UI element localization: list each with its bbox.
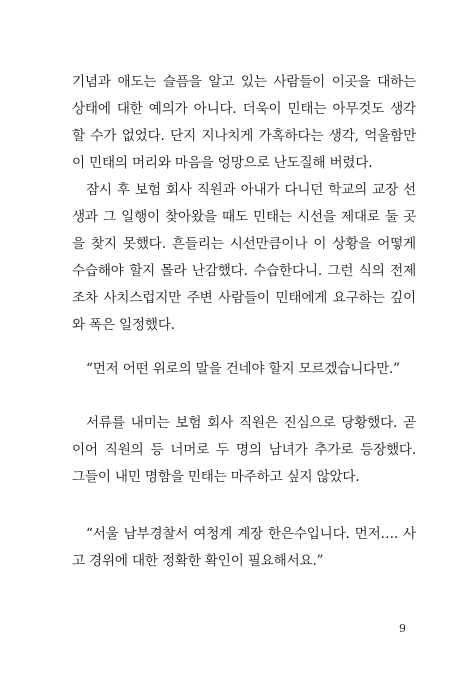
text-line: 와 폭은 일정했다.	[72, 317, 175, 333]
dialogue-2	[72, 521, 416, 575]
text-line: 잠시 후 보험 회사 직원과 아내가 다니던 학교의 교장 선	[86, 182, 416, 198]
text-line: 할 수가 없었다. 단지 지나치게 가혹하다는 생각, 억울함만	[72, 128, 416, 144]
text-line: 상태에 대한 예의가 아니다. 더욱이 민태는 아무것도 생각	[72, 101, 416, 117]
paragraph-1	[72, 69, 416, 177]
paragraph-2	[72, 177, 416, 339]
text-line: 기념과 애도는 슬픔을 알고 있는 사람들이 이곳을 대하는	[72, 74, 416, 90]
text-line: “서울 남부경찰서 여청계 계장 한은수입니다. 먼저…. 사	[86, 526, 416, 542]
text-line: 이어 직원의 등 너머로 두 명의 남녀가 추가로 등장했다.	[72, 442, 416, 458]
text-line: 이 민태의 머리와 마음을 엉망으로 난도질해 버렸다.	[72, 155, 373, 171]
text-line: 생과 그 일행이 찾아왔을 때도 민태는 시선을 제대로 둘 곳	[72, 209, 416, 225]
text-line: 을 찾지 못했다. 흔들리는 시선만큼이나 이 상황을 어떻게	[72, 236, 416, 252]
page-number: 9	[399, 622, 406, 635]
text-line: 고 경위에 대한 정확한 확인이 필요해서요.”	[72, 553, 324, 569]
text-line: 조차 사치스럽지만 주변 사람들이 민태에게 요구하는 깊이	[72, 290, 416, 306]
text-line: 서류를 내미는 보험 회사 직원은 진심으로 당황했다. 곧	[86, 415, 416, 431]
paragraph-3	[72, 410, 416, 491]
text-line: “먼저 어떤 위로의 말을 건네야 할지 모르겠습니다만.”	[86, 361, 400, 377]
text-line: 그들이 내민 명함을 민태는 마주하고 싶지 않았다.	[72, 469, 360, 485]
text-line: 수습해야 할지 몰라 난감했다. 수습한다니. 그런 식의 전제	[72, 263, 416, 279]
dialogue-1	[72, 356, 416, 383]
